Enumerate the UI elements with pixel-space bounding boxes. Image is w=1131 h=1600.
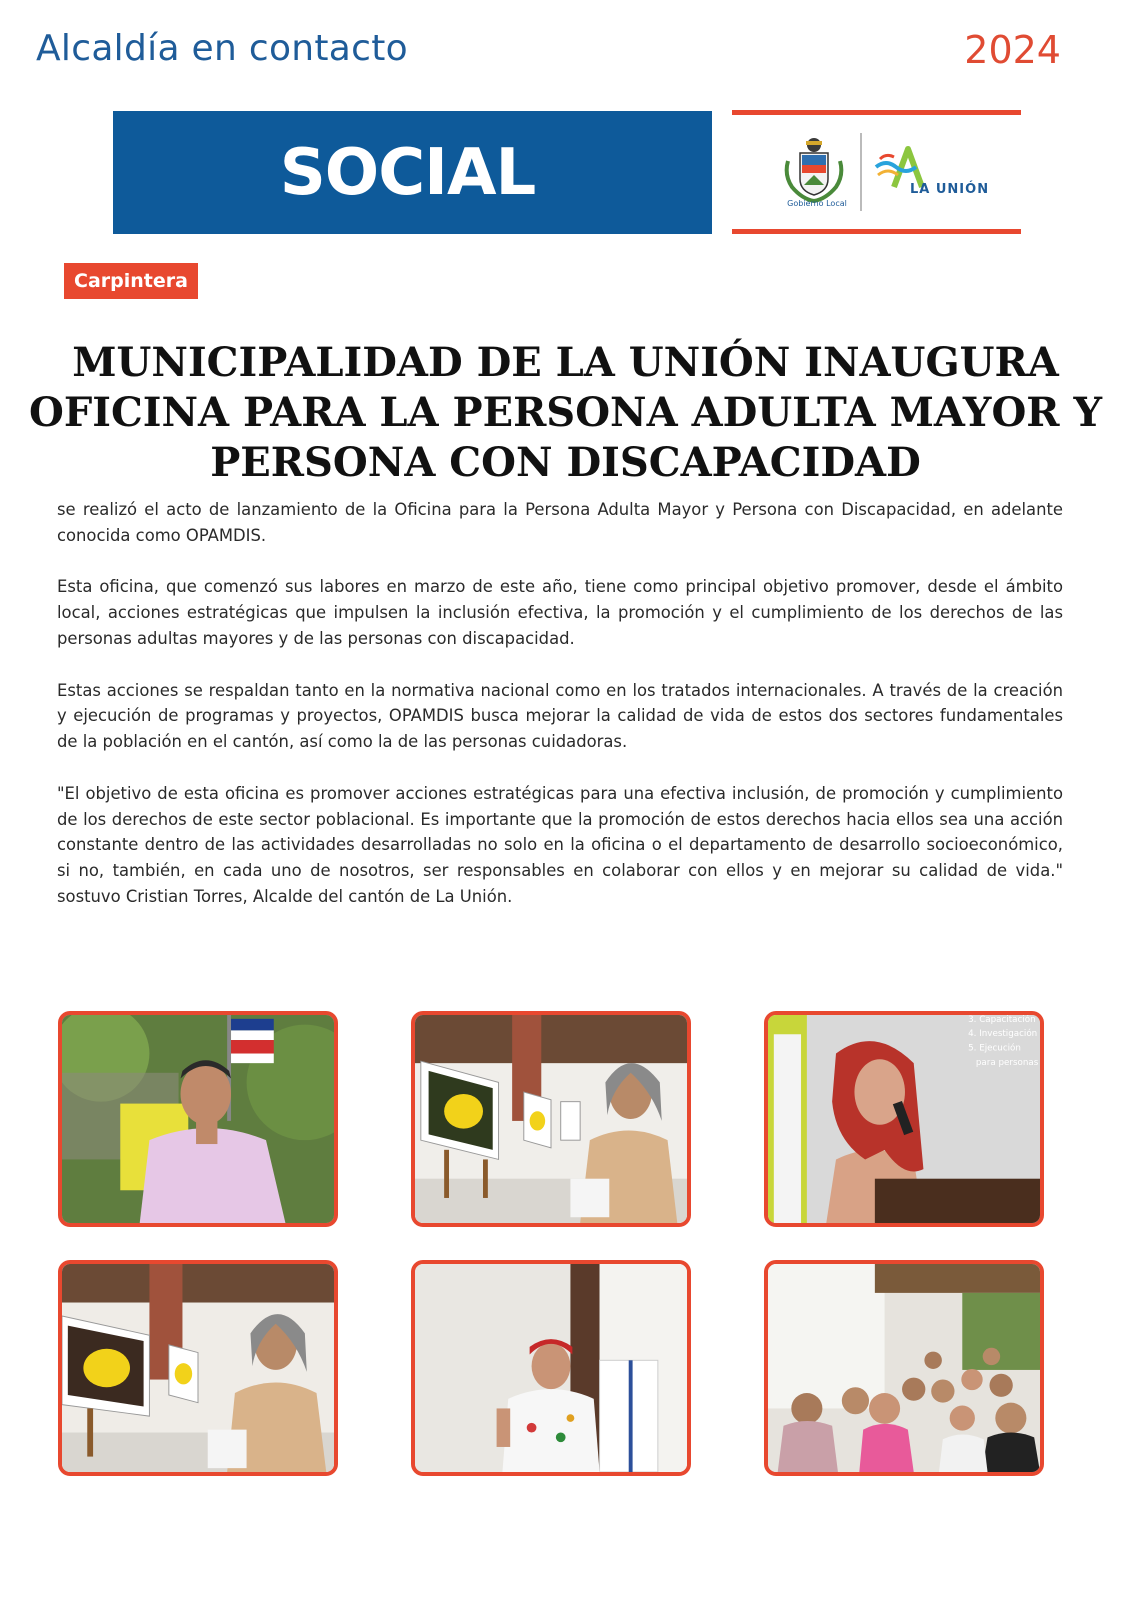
photo-exhibition-woman-2 [58,1260,338,1476]
logo-divider [860,133,862,211]
publication-title: Alcaldía en contacto [36,28,408,69]
la-union-wordmark: LA UNIÓN [910,182,990,197]
photo-traditional-dress [411,1260,691,1476]
publication-year: 2024 [964,28,1061,72]
photo-audience [764,1260,1044,1476]
section-title: SOCIAL [279,135,536,210]
photo-exhibition-woman [411,1011,691,1227]
category-tag: Carpintera [64,263,198,299]
slide-line: 4. Investigación [968,1029,1038,1040]
slide-line: 3. Capacitación [968,1015,1036,1025]
article-paragraph: se realizó el acto de lanzamiento de la Oficina para la Persona Adulta Mayor y Persona con Discapacidad, en adelante conocida como OPAMDIS. [57,500,1063,545]
article-paragraph: Esta oficina, que comenzó sus labores en marzo de este año, tiene como principal objetivo promover, desde el ámbito local, acciones estratégicas que impulsen la inclusión efectiva, la promoción y el cumplimiento de los derechos de las personas adultas mayores y de las personas con discapacidad. [57,577,1063,648]
gobierno-local-caption: Gobierno Local [787,199,847,208]
article-paragraph: Estas acciones se respaldan tanto en la normativa nacional como en los tratados internacionales. A través de la creación y ejecución de programas y proyectos, OPAMDIS busca mejorar la calidad de vida de estos dos sectores fundamentales de la población en el cantón, así como la de las personas cuidadoras. [57,680,1063,752]
article-body [57,497,1063,936]
municipal-logos [732,110,1021,234]
photo-man-pink-shirt [58,1011,338,1227]
slide-line: para personas [975,1058,1039,1069]
photo-speaker-microphone [764,1011,1044,1227]
article-headline: MUNICIPALIDAD DE LA UNIÓN INAUGURA OFICINA PARA LA PERSONA ADULTA MAYOR Y PERSONA CON DISCAPACIDAD [28,339,1103,486]
section-banner [113,111,712,234]
article-paragraph: "El objetivo de esta oficina es promover acciones estratégicas para una efectiva inclusión, de promoción y cumplimiento de los derechos de este sector poblacional. Es importante que la promoción de estos derechos hacia ellos sea una acción constante dentro de las actividades desarrolladas no solo en la oficina o el departamento de desarrollo socioeconómico, si no, también, en cada uno de nosotros, ser responsables en colaborar con ellos y en mejorar su calidad de vida." sostuvo Cristian Torres, Alcalde del cantón de La Unión. [57,783,1063,906]
coat-of-arms-icon [782,135,846,205]
slide-line: 5. Ejecución [968,1043,1021,1054]
